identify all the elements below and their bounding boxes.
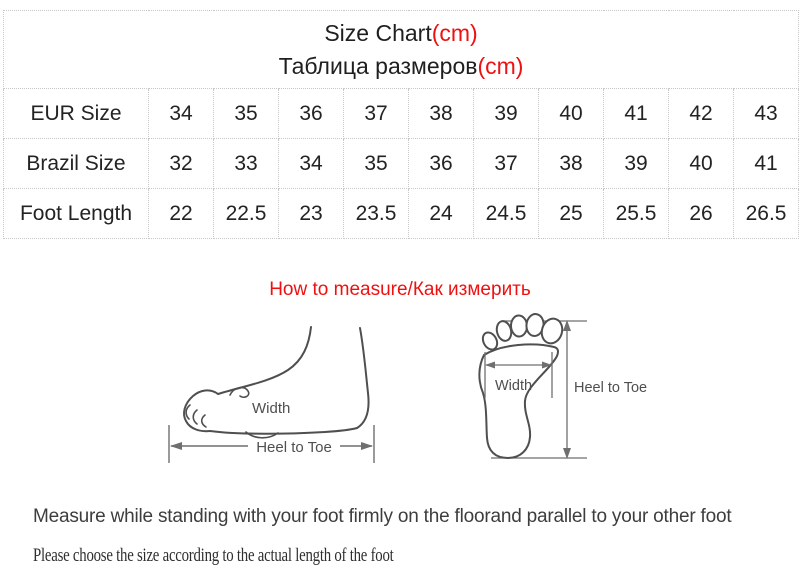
toe-curl <box>186 405 190 419</box>
table-cell: 41 <box>604 89 669 139</box>
table-cell: 25 <box>539 189 604 239</box>
title-english <box>4 17 798 50</box>
table-row-brazil-size <box>4 139 799 189</box>
table-cell: 40 <box>539 89 604 139</box>
table-cell: 23.5 <box>344 189 409 239</box>
title-english-text: Size Chart <box>324 19 432 46</box>
footprint-body <box>479 344 558 458</box>
row-label-foot-length: Foot Length <box>4 189 149 239</box>
table-cell: 36 <box>279 89 344 139</box>
side-foot-big-toe <box>184 390 218 431</box>
side-view-heel-to-toe-label: Heel to Toe <box>256 439 332 456</box>
foot-top-view-drawing <box>468 303 678 473</box>
table-cell: 36 <box>409 139 474 189</box>
row-label-eur: EUR Size <box>4 89 149 139</box>
table-row-eur-size <box>4 89 799 139</box>
arrow-right-icon <box>361 442 373 450</box>
side-foot-outline <box>184 327 369 438</box>
arrow-left-icon <box>170 442 182 450</box>
table-cell: 34 <box>149 89 214 139</box>
table-cell: 38 <box>539 139 604 189</box>
toe <box>510 315 527 337</box>
side-foot-instep-line <box>218 327 311 394</box>
row-label-brazil: Brazil Size <box>4 139 149 189</box>
title-russian-text: Таблица размеров <box>278 52 478 79</box>
table-title-cell <box>4 11 799 89</box>
size-table <box>3 10 799 239</box>
title-russian-unit: (cm) <box>477 52 524 79</box>
table-cell: 39 <box>474 89 539 139</box>
foot-side-view-drawing <box>160 305 470 465</box>
table-cell: 37 <box>474 139 539 189</box>
table-cell: 35 <box>214 89 279 139</box>
title-russian <box>4 50 798 83</box>
table-cell: 32 <box>149 139 214 189</box>
table-row-foot-length <box>4 189 799 239</box>
table-cell: 35 <box>344 139 409 189</box>
table-cell: 41 <box>734 139 799 189</box>
table-cell: 23 <box>279 189 344 239</box>
title-english-unit: (cm) <box>431 19 478 46</box>
top-view-width-label: Width <box>495 378 533 394</box>
side-view-width-label: Width <box>252 400 291 417</box>
table-cell: 40 <box>669 139 734 189</box>
note-measure-instruction: Measure while standing with your foot firmly on the floorand parallel to your other foot <box>33 506 732 527</box>
note-choose-size: Please choose the size according to the actual length of the foot <box>33 545 394 566</box>
table-cell: 25.5 <box>604 189 669 239</box>
table-cell: 24 <box>409 189 474 239</box>
table-cell: 37 <box>344 89 409 139</box>
table-cell: 39 <box>604 139 669 189</box>
table-cell: 34 <box>279 139 344 189</box>
table-cell: 42 <box>669 89 734 139</box>
table-cell: 38 <box>409 89 474 139</box>
how-to-measure-heading: How to measure/Как измерить <box>269 279 531 300</box>
table-cell: 43 <box>734 89 799 139</box>
toe-curl <box>193 410 197 424</box>
table-cell: 26.5 <box>734 189 799 239</box>
toe-curl <box>202 415 206 427</box>
table-cell: 33 <box>214 139 279 189</box>
table-cell: 26 <box>669 189 734 239</box>
foot-side-view-diagram <box>160 305 470 470</box>
table-cell: 24.5 <box>474 189 539 239</box>
table-cell: 22 <box>149 189 214 239</box>
top-view-heel-to-toe-label: Heel to Toe <box>574 380 648 396</box>
side-foot-sole-line <box>210 428 357 434</box>
side-foot-heel-line <box>357 328 369 428</box>
table-title-row <box>4 11 799 89</box>
foot-top-view-diagram <box>468 303 678 478</box>
table-cell: 22.5 <box>214 189 279 239</box>
